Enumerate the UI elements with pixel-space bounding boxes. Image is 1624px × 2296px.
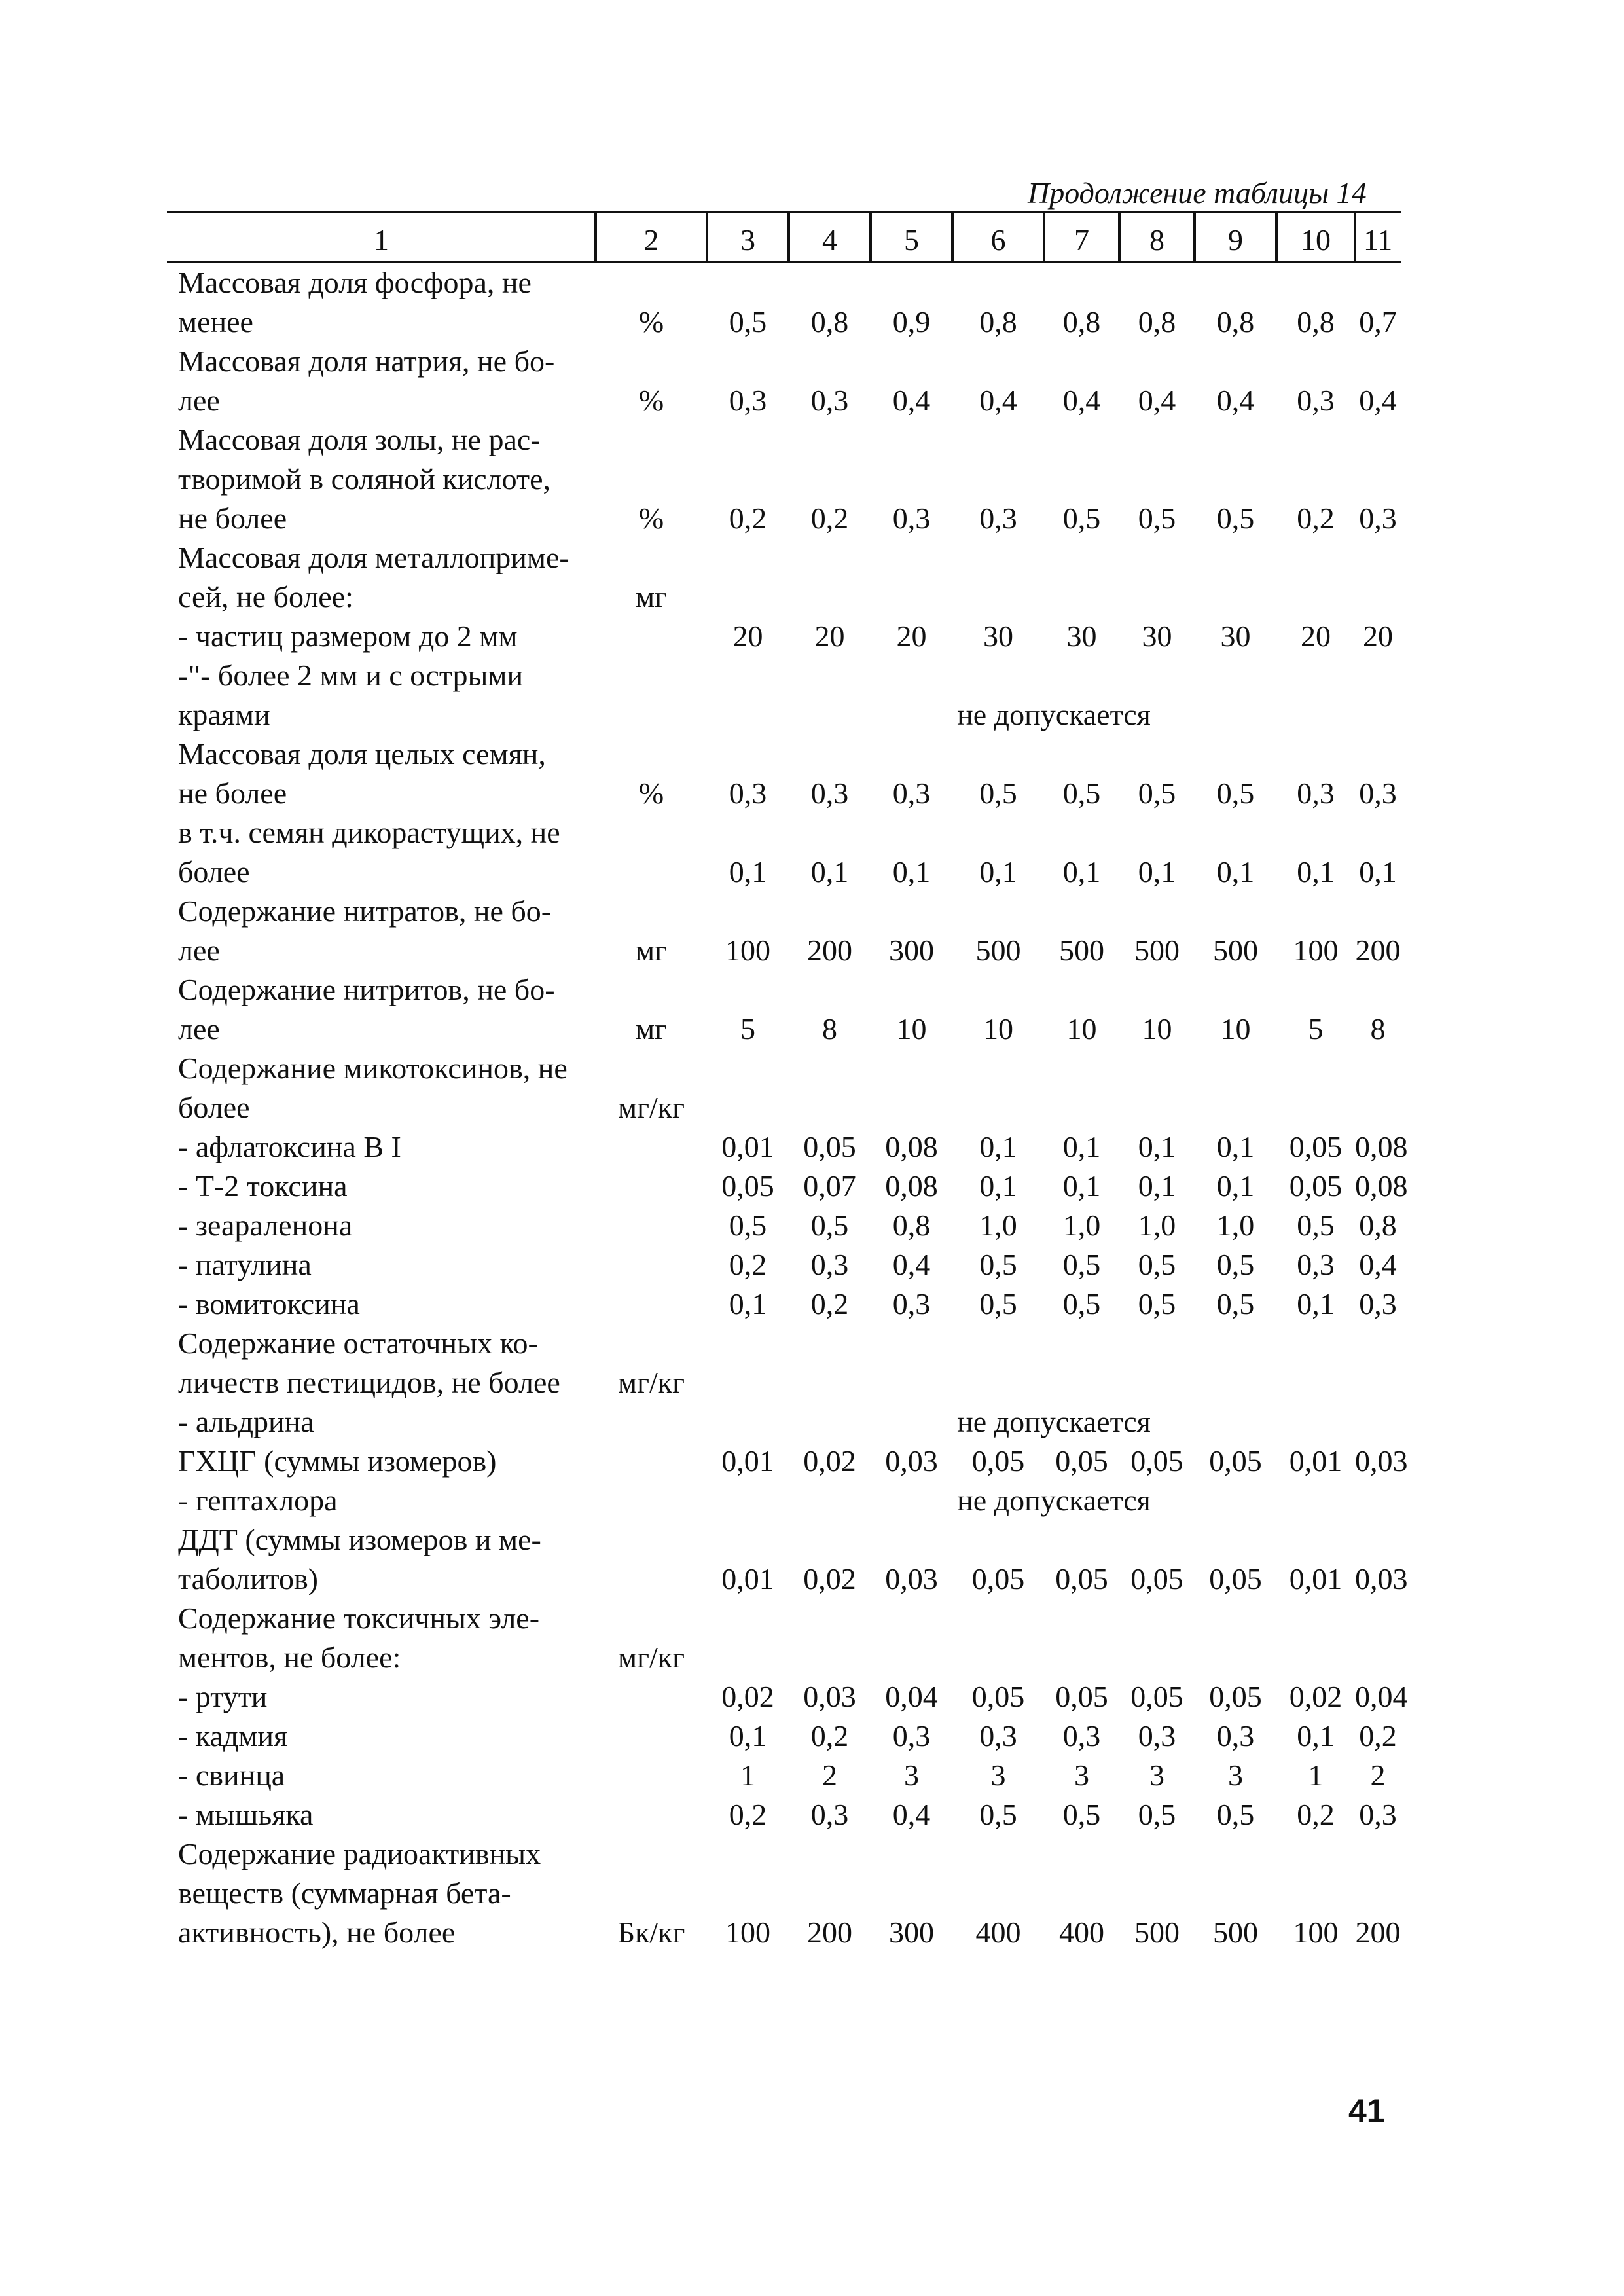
row-unit: % <box>638 776 664 810</box>
value-cell: 100 <box>1293 934 1339 967</box>
value-cell: 0,5 <box>1216 501 1255 535</box>
value-cell: 200 <box>807 1916 852 1949</box>
value-cell: 0,1 <box>1062 1169 1101 1203</box>
value-cell: 0,3 <box>892 1287 931 1321</box>
value-cell: 0,3 <box>1359 1287 1397 1321</box>
row-unit: мг/кг <box>618 1641 685 1674</box>
value-cell: 100 <box>725 934 770 967</box>
value-cell: 0,02 <box>1289 1680 1343 1713</box>
value-cell: 0,5 <box>1138 776 1176 810</box>
value-cell: 0,1 <box>1216 1169 1255 1203</box>
value-cell: 30 <box>1142 619 1172 653</box>
value-cell: 20 <box>814 619 845 653</box>
merged-value-cell: не допускается <box>957 1405 1151 1438</box>
value-cell: 0,3 <box>810 384 849 417</box>
value-cell: 0,05 <box>1130 1444 1183 1478</box>
value-cell: 500 <box>1059 934 1104 967</box>
value-cell: 400 <box>1059 1916 1104 1949</box>
value-cell: 500 <box>1213 934 1258 967</box>
value-cell: 0,08 <box>885 1130 938 1163</box>
row-label: ГХЦГ (суммы изомеров) <box>178 1444 497 1478</box>
value-cell: 0,02 <box>803 1444 856 1478</box>
row-unit: % <box>638 501 664 535</box>
value-cell: 0,08 <box>885 1169 938 1203</box>
value-cell: 400 <box>975 1916 1021 1949</box>
value-cell: 0,2 <box>810 1287 849 1321</box>
value-cell: 0,5 <box>1062 501 1101 535</box>
value-cell: 30 <box>983 619 1013 653</box>
merged-value-cell: не допускается <box>957 698 1151 731</box>
value-cell: 0,05 <box>1055 1444 1108 1478</box>
row-label: краями <box>178 698 270 731</box>
row-label: активность), не более <box>178 1916 456 1949</box>
row-label: Массовая доля золы, не рас- <box>178 423 541 456</box>
value-cell: 0,2 <box>729 1798 767 1831</box>
value-cell: 0,4 <box>1138 384 1176 417</box>
row-label: - вомитоксина <box>178 1287 360 1321</box>
value-cell: 0,1 <box>892 855 931 888</box>
row-label: Массовая доля металлоприме- <box>178 541 569 574</box>
row-label: - кадмия <box>178 1719 288 1753</box>
value-cell: 0,5 <box>1297 1209 1335 1242</box>
row-label: - патулина <box>178 1248 312 1281</box>
row-label: - гептахлора <box>178 1484 338 1517</box>
value-cell: 0,05 <box>721 1169 774 1203</box>
value-cell: 0,05 <box>1130 1562 1183 1595</box>
value-cell: 0,4 <box>979 384 1017 417</box>
value-cell: 0,5 <box>1138 1248 1176 1281</box>
value-cell: 0,5 <box>729 305 767 338</box>
value-cell: 10 <box>1142 1012 1172 1046</box>
value-cell: 0,04 <box>885 1680 938 1713</box>
value-cell: 3 <box>990 1758 1006 1792</box>
value-cell: 0,3 <box>1138 1719 1176 1753</box>
value-cell: 0,1 <box>1297 1719 1335 1753</box>
value-cell: 0,05 <box>1130 1680 1183 1713</box>
value-cell: 0,5 <box>1062 1248 1101 1281</box>
value-cell: 0,5 <box>1216 776 1255 810</box>
value-cell: 8 <box>1370 1012 1386 1046</box>
value-cell: 0,3 <box>1359 501 1397 535</box>
page-number: 41 <box>1348 2092 1385 2129</box>
value-cell: 30 <box>1220 619 1251 653</box>
value-cell: 8 <box>822 1012 837 1046</box>
value-cell: 3 <box>904 1758 919 1792</box>
value-cell: 0,3 <box>892 776 931 810</box>
value-cell: 0,4 <box>1359 384 1397 417</box>
value-cell: 0,3 <box>1359 1798 1397 1831</box>
value-cell: 0,05 <box>1209 1444 1262 1478</box>
value-cell: 0,5 <box>979 1287 1017 1321</box>
column-header: 1 <box>374 223 389 257</box>
value-cell: 0,1 <box>979 855 1017 888</box>
value-cell: 500 <box>975 934 1021 967</box>
value-cell: 0,8 <box>892 1209 931 1242</box>
row-label: - свинца <box>178 1758 285 1792</box>
value-cell: 0,3 <box>1359 776 1397 810</box>
value-cell: 0,3 <box>1216 1719 1255 1753</box>
value-cell: 500 <box>1134 1916 1180 1949</box>
value-cell: 0,8 <box>979 305 1017 338</box>
row-label: - ртути <box>178 1680 268 1713</box>
value-cell: 0,3 <box>1062 1719 1101 1753</box>
value-cell: 0,01 <box>721 1444 774 1478</box>
column-header: 5 <box>904 223 919 257</box>
value-cell: 0,05 <box>1289 1130 1343 1163</box>
value-cell: 200 <box>1355 934 1401 967</box>
value-cell: 0,8 <box>810 305 849 338</box>
value-cell: 0,05 <box>1055 1562 1108 1595</box>
value-cell: 30 <box>1066 619 1097 653</box>
value-cell: 0,03 <box>1355 1562 1408 1595</box>
value-cell: 10 <box>1220 1012 1251 1046</box>
row-unit: % <box>638 305 664 338</box>
value-cell: 0,3 <box>810 1248 849 1281</box>
value-cell: 0,5 <box>729 1209 767 1242</box>
row-label: ментов, не более: <box>178 1641 401 1674</box>
value-cell: 0,08 <box>1355 1169 1408 1203</box>
row-label: творимой в соляной кислоте, <box>178 462 550 496</box>
value-cell: 500 <box>1213 1916 1258 1949</box>
row-label: - зеараленона <box>178 1209 353 1242</box>
value-cell: 0,4 <box>1216 384 1255 417</box>
value-cell: 1,0 <box>1216 1209 1255 1242</box>
value-cell: 0,8 <box>1297 305 1335 338</box>
value-cell: 2 <box>1370 1758 1386 1792</box>
value-cell: 0,8 <box>1359 1209 1397 1242</box>
value-cell: 0,05 <box>971 1444 1025 1478</box>
value-cell: 10 <box>983 1012 1013 1046</box>
row-label: Содержание остаточных ко- <box>178 1326 538 1360</box>
row-unit: % <box>638 384 664 417</box>
row-unit: мг <box>636 1012 667 1046</box>
value-cell: 0,1 <box>1216 1130 1255 1163</box>
value-cell: 0,3 <box>729 384 767 417</box>
row-unit: мг <box>636 580 667 613</box>
value-cell: 0,4 <box>892 1798 931 1831</box>
merged-value-cell: не допускается <box>957 1484 1151 1517</box>
value-cell: 0,1 <box>729 855 767 888</box>
value-cell: 0,9 <box>892 305 931 338</box>
value-cell: 0,3 <box>810 776 849 810</box>
column-header: 7 <box>1074 223 1089 257</box>
value-cell: 0,8 <box>1062 305 1101 338</box>
row-label: -"- более 2 мм и с острыми <box>178 659 524 692</box>
value-cell: 0,01 <box>721 1562 774 1595</box>
value-cell: 0,2 <box>729 1248 767 1281</box>
row-label: более <box>178 855 250 888</box>
column-header: 11 <box>1363 223 1393 257</box>
value-cell: 0,2 <box>1359 1719 1397 1753</box>
value-cell: 0,5 <box>1138 1798 1176 1831</box>
value-cell: 0,05 <box>1209 1562 1262 1595</box>
value-cell: 1 <box>740 1758 755 1792</box>
value-cell: 3 <box>1149 1758 1164 1792</box>
value-cell: 0,5 <box>1216 1248 1255 1281</box>
value-cell: 0,08 <box>1355 1130 1408 1163</box>
value-cell: 0,3 <box>892 501 931 535</box>
row-label: Массовая доля целых семян, <box>178 737 546 771</box>
value-cell: 0,3 <box>1297 1248 1335 1281</box>
row-label: Массовая доля натрия, не бо- <box>178 344 555 378</box>
value-cell: 0,03 <box>803 1680 856 1713</box>
value-cell: 0,8 <box>1138 305 1176 338</box>
row-label: лее <box>178 384 220 417</box>
value-cell: 0,07 <box>803 1169 856 1203</box>
column-header: 4 <box>822 223 837 257</box>
row-label: веществ (суммарная бета- <box>178 1876 511 1910</box>
value-cell: 0,8 <box>1216 305 1255 338</box>
value-cell: 0,4 <box>892 1248 931 1281</box>
value-cell: 0,05 <box>1289 1169 1343 1203</box>
row-label: личеств пестицидов, не более <box>178 1366 560 1399</box>
row-label: - альдрина <box>178 1405 314 1438</box>
value-cell: 0,03 <box>885 1444 938 1478</box>
value-cell: 0,4 <box>1062 384 1101 417</box>
value-cell: 0,1 <box>979 1169 1017 1203</box>
value-cell: 1 <box>1308 1758 1324 1792</box>
value-cell: 0,02 <box>721 1680 774 1713</box>
value-cell: 0,5 <box>1138 501 1176 535</box>
value-cell: 0,1 <box>729 1719 767 1753</box>
value-cell: 0,2 <box>810 1719 849 1753</box>
value-cell: 200 <box>807 934 852 967</box>
value-cell: 0,4 <box>1359 1248 1397 1281</box>
value-cell: 0,5 <box>979 1798 1017 1831</box>
value-cell: 0,1 <box>1062 1130 1101 1163</box>
value-cell: 0,1 <box>1297 855 1335 888</box>
value-cell: 0,1 <box>1297 1287 1335 1321</box>
column-header: 2 <box>643 223 659 257</box>
row-unit: мг/кг <box>618 1366 685 1399</box>
header-top-rule <box>167 211 1401 213</box>
column-header: 9 <box>1228 223 1243 257</box>
value-cell: 0,7 <box>1359 305 1397 338</box>
row-label: таболитов) <box>178 1562 318 1595</box>
row-label: Содержание нитритов, не бо- <box>178 973 555 1006</box>
row-label: менее <box>178 305 253 338</box>
column-header: 8 <box>1149 223 1164 257</box>
row-label: сей, не более: <box>178 580 353 613</box>
value-cell: 300 <box>889 934 934 967</box>
value-cell: 0,03 <box>1355 1444 1408 1478</box>
row-unit: мг <box>636 934 667 967</box>
value-cell: 3 <box>1228 1758 1243 1792</box>
value-cell: 0,01 <box>721 1130 774 1163</box>
row-label: более <box>178 1091 250 1124</box>
row-label: Содержание токсичных эле- <box>178 1601 540 1635</box>
value-cell: 1,0 <box>1062 1209 1101 1242</box>
value-cell: 20 <box>896 619 927 653</box>
value-cell: 0,05 <box>971 1562 1025 1595</box>
row-unit: мг/кг <box>618 1091 685 1124</box>
value-cell: 0,4 <box>892 384 931 417</box>
value-cell: 0,5 <box>979 1248 1017 1281</box>
value-cell: 0,02 <box>803 1562 856 1595</box>
value-cell: 0,1 <box>1138 1130 1176 1163</box>
value-cell: 0,5 <box>1216 1287 1255 1321</box>
value-cell: 1,0 <box>979 1209 1017 1242</box>
value-cell: 0,3 <box>1297 384 1335 417</box>
value-cell: 0,5 <box>1062 1287 1101 1321</box>
row-label: - частиц размером до 2 мм <box>178 619 518 653</box>
value-cell: 0,05 <box>803 1130 856 1163</box>
value-cell: 5 <box>740 1012 755 1046</box>
value-cell: 0,3 <box>892 1719 931 1753</box>
value-cell: 0,04 <box>1355 1680 1408 1713</box>
row-label: - афлатоксина В I <box>178 1130 401 1163</box>
row-label: лее <box>178 1012 220 1046</box>
column-header: 10 <box>1301 223 1331 257</box>
value-cell: 0,1 <box>1138 1169 1176 1203</box>
value-cell: 100 <box>725 1916 770 1949</box>
value-cell: 0,3 <box>979 501 1017 535</box>
value-cell: 20 <box>1301 619 1331 653</box>
value-cell: 0,1 <box>1138 855 1176 888</box>
value-cell: 100 <box>1293 1916 1339 1949</box>
value-cell: 0,2 <box>1297 1798 1335 1831</box>
value-cell: 0,5 <box>979 776 1017 810</box>
value-cell: 0,5 <box>1138 1287 1176 1321</box>
value-cell: 5 <box>1308 1012 1324 1046</box>
row-label: не более <box>178 501 287 535</box>
value-cell: 0,01 <box>1289 1562 1343 1595</box>
value-cell: 3 <box>1074 1758 1089 1792</box>
row-label: ДДТ (суммы изомеров и ме- <box>178 1523 541 1556</box>
value-cell: 0,2 <box>1297 501 1335 535</box>
row-label: в т.ч. семян дикорастущих, не <box>178 816 560 849</box>
value-cell: 0,1 <box>1062 855 1101 888</box>
value-cell: 20 <box>732 619 763 653</box>
value-cell: 10 <box>896 1012 927 1046</box>
row-unit: Бк/кг <box>617 1916 685 1949</box>
value-cell: 200 <box>1355 1916 1401 1949</box>
value-cell: 1,0 <box>1138 1209 1176 1242</box>
value-cell: 0,1 <box>810 855 849 888</box>
column-header: 6 <box>990 223 1006 257</box>
value-cell: 300 <box>889 1916 934 1949</box>
row-label: лее <box>178 934 220 967</box>
column-header: 3 <box>740 223 755 257</box>
value-cell: 0,2 <box>810 501 849 535</box>
value-cell: 0,05 <box>1209 1680 1262 1713</box>
value-cell: 0,3 <box>979 1719 1017 1753</box>
row-label: - мышьяка <box>178 1798 314 1831</box>
value-cell: 0,3 <box>1297 776 1335 810</box>
value-cell: 0,3 <box>810 1798 849 1831</box>
value-cell: 0,5 <box>810 1209 849 1242</box>
value-cell: 0,01 <box>1289 1444 1343 1478</box>
value-cell: 0,1 <box>1216 855 1255 888</box>
row-label: Массовая доля фосфора, не <box>178 266 532 299</box>
value-cell: 0,05 <box>971 1680 1025 1713</box>
row-label: Содержание радиоактивных <box>178 1837 541 1870</box>
row-label: - Т-2 токсина <box>178 1169 348 1203</box>
value-cell: 0,3 <box>729 776 767 810</box>
row-label: Содержание микотоксинов, не <box>178 1051 568 1085</box>
value-cell: 0,03 <box>885 1562 938 1595</box>
value-cell: 0,1 <box>1359 855 1397 888</box>
value-cell: 20 <box>1363 619 1393 653</box>
value-cell: 500 <box>1134 934 1180 967</box>
value-cell: 0,05 <box>1055 1680 1108 1713</box>
value-cell: 0,2 <box>729 501 767 535</box>
value-cell: 0,1 <box>979 1130 1017 1163</box>
table-caption: Продолжение таблицы 14 <box>1028 176 1367 210</box>
row-label: Содержание нитратов, не бо- <box>178 894 552 928</box>
row-label: не более <box>178 776 287 810</box>
value-cell: 0,5 <box>1216 1798 1255 1831</box>
value-cell: 10 <box>1066 1012 1097 1046</box>
value-cell: 0,1 <box>729 1287 767 1321</box>
value-cell: 0,5 <box>1062 1798 1101 1831</box>
value-cell: 2 <box>822 1758 837 1792</box>
value-cell: 0,5 <box>1062 776 1101 810</box>
